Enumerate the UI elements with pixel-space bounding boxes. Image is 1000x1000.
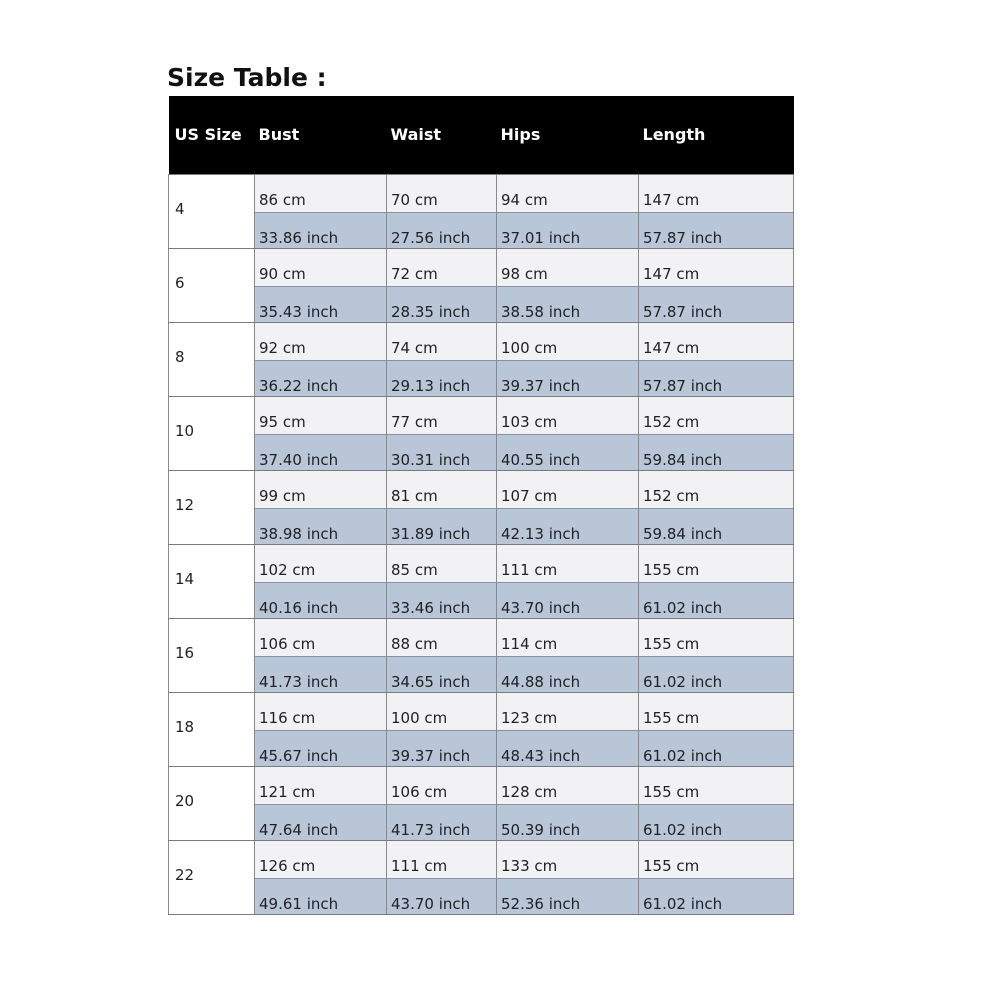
bust-cm-cell: 95 cm: [255, 396, 387, 434]
length-inch-cell: 57.87 inch: [639, 286, 794, 322]
size-table-body: [169, 174, 794, 914]
bust-inch-cell: 35.43 inch: [255, 286, 387, 322]
bust-cm-cell: 92 cm: [255, 322, 387, 360]
hips-cm-cell: 100 cm: [497, 322, 639, 360]
length-cm-cell: 147 cm: [639, 174, 794, 212]
waist-inch-cell: 34.65 inch: [387, 656, 497, 692]
bust-cm-cell: 121 cm: [255, 766, 387, 804]
bust-inch-cell: 36.22 inch: [255, 360, 387, 396]
table-row-inch: [169, 878, 794, 914]
us-size-cell: 4: [169, 174, 255, 248]
us-size-cell: 18: [169, 692, 255, 766]
length-inch-cell: 61.02 inch: [639, 878, 794, 914]
hips-inch-cell: 50.39 inch: [497, 804, 639, 840]
hips-inch-cell: 44.88 inch: [497, 656, 639, 692]
us-size-cell: 14: [169, 544, 255, 618]
column-header-bust: Bust: [255, 96, 387, 174]
column-header-length: Length: [639, 96, 794, 174]
length-inch-cell: 59.84 inch: [639, 508, 794, 544]
length-cm-cell: 155 cm: [639, 618, 794, 656]
waist-inch-cell: 28.35 inch: [387, 286, 497, 322]
bust-cm-cell: 90 cm: [255, 248, 387, 286]
bust-cm-cell: 116 cm: [255, 692, 387, 730]
length-inch-cell: 61.02 inch: [639, 582, 794, 618]
table-row-cm: [169, 544, 794, 582]
waist-cm-cell: 74 cm: [387, 322, 497, 360]
waist-inch-cell: 33.46 inch: [387, 582, 497, 618]
bust-cm-cell: 86 cm: [255, 174, 387, 212]
column-header-waist: Waist: [387, 96, 497, 174]
table-row-inch: [169, 508, 794, 544]
hips-inch-cell: 40.55 inch: [497, 434, 639, 470]
table-row-inch: [169, 582, 794, 618]
hips-inch-cell: 37.01 inch: [497, 212, 639, 248]
table-row-cm: [169, 396, 794, 434]
bust-inch-cell: 47.64 inch: [255, 804, 387, 840]
waist-inch-cell: 31.89 inch: [387, 508, 497, 544]
length-inch-cell: 57.87 inch: [639, 212, 794, 248]
table-row-inch: [169, 730, 794, 766]
page-title: Size Table :: [167, 63, 327, 92]
us-size-cell: 16: [169, 618, 255, 692]
length-cm-cell: 147 cm: [639, 322, 794, 360]
bust-cm-cell: 99 cm: [255, 470, 387, 508]
us-size-cell: 12: [169, 470, 255, 544]
waist-cm-cell: 100 cm: [387, 692, 497, 730]
length-cm-cell: 155 cm: [639, 840, 794, 878]
hips-inch-cell: 39.37 inch: [497, 360, 639, 396]
bust-cm-cell: 126 cm: [255, 840, 387, 878]
hips-cm-cell: 94 cm: [497, 174, 639, 212]
waist-cm-cell: 72 cm: [387, 248, 497, 286]
waist-inch-cell: 41.73 inch: [387, 804, 497, 840]
hips-inch-cell: 48.43 inch: [497, 730, 639, 766]
hips-cm-cell: 128 cm: [497, 766, 639, 804]
bust-inch-cell: 40.16 inch: [255, 582, 387, 618]
length-inch-cell: 61.02 inch: [639, 656, 794, 692]
bust-inch-cell: 38.98 inch: [255, 508, 387, 544]
us-size-cell: 10: [169, 396, 255, 470]
column-header-us-size: US Size: [169, 96, 255, 174]
waist-inch-cell: 39.37 inch: [387, 730, 497, 766]
table-row-cm: [169, 248, 794, 286]
us-size-cell: 8: [169, 322, 255, 396]
bust-inch-cell: 33.86 inch: [255, 212, 387, 248]
waist-inch-cell: 29.13 inch: [387, 360, 497, 396]
table-row-inch: [169, 286, 794, 322]
column-header-hips: Hips: [497, 96, 639, 174]
length-cm-cell: 152 cm: [639, 396, 794, 434]
length-inch-cell: 61.02 inch: [639, 804, 794, 840]
waist-cm-cell: 85 cm: [387, 544, 497, 582]
bust-inch-cell: 45.67 inch: [255, 730, 387, 766]
table-row-inch: [169, 360, 794, 396]
length-inch-cell: 61.02 inch: [639, 730, 794, 766]
length-cm-cell: 155 cm: [639, 544, 794, 582]
hips-cm-cell: 98 cm: [497, 248, 639, 286]
table-row-cm: [169, 840, 794, 878]
bust-inch-cell: 37.40 inch: [255, 434, 387, 470]
us-size-cell: 22: [169, 840, 255, 914]
hips-cm-cell: 123 cm: [497, 692, 639, 730]
hips-cm-cell: 133 cm: [497, 840, 639, 878]
table-row-cm: [169, 692, 794, 730]
table-row-cm: [169, 470, 794, 508]
waist-cm-cell: 77 cm: [387, 396, 497, 434]
length-cm-cell: 155 cm: [639, 766, 794, 804]
table-row-cm: [169, 174, 794, 212]
size-table: [168, 96, 794, 915]
us-size-cell: 20: [169, 766, 255, 840]
length-cm-cell: 147 cm: [639, 248, 794, 286]
length-cm-cell: 152 cm: [639, 470, 794, 508]
waist-cm-cell: 88 cm: [387, 618, 497, 656]
waist-inch-cell: 43.70 inch: [387, 878, 497, 914]
waist-cm-cell: 70 cm: [387, 174, 497, 212]
size-table-header: [169, 96, 794, 174]
waist-inch-cell: 27.56 inch: [387, 212, 497, 248]
bust-inch-cell: 49.61 inch: [255, 878, 387, 914]
hips-cm-cell: 111 cm: [497, 544, 639, 582]
table-row-cm: [169, 766, 794, 804]
table-row-cm: [169, 322, 794, 360]
table-row-inch: [169, 212, 794, 248]
hips-inch-cell: 42.13 inch: [497, 508, 639, 544]
table-row-inch: [169, 434, 794, 470]
header-row: [169, 96, 794, 174]
bust-inch-cell: 41.73 inch: [255, 656, 387, 692]
hips-inch-cell: 38.58 inch: [497, 286, 639, 322]
waist-cm-cell: 106 cm: [387, 766, 497, 804]
us-size-cell: 6: [169, 248, 255, 322]
waist-inch-cell: 30.31 inch: [387, 434, 497, 470]
length-inch-cell: 57.87 inch: [639, 360, 794, 396]
hips-cm-cell: 107 cm: [497, 470, 639, 508]
hips-inch-cell: 52.36 inch: [497, 878, 639, 914]
waist-cm-cell: 111 cm: [387, 840, 497, 878]
bust-cm-cell: 106 cm: [255, 618, 387, 656]
table-row-cm: [169, 618, 794, 656]
hips-inch-cell: 43.70 inch: [497, 582, 639, 618]
length-cm-cell: 155 cm: [639, 692, 794, 730]
hips-cm-cell: 114 cm: [497, 618, 639, 656]
table-row-inch: [169, 804, 794, 840]
length-inch-cell: 59.84 inch: [639, 434, 794, 470]
table-row-inch: [169, 656, 794, 692]
bust-cm-cell: 102 cm: [255, 544, 387, 582]
waist-cm-cell: 81 cm: [387, 470, 497, 508]
hips-cm-cell: 103 cm: [497, 396, 639, 434]
